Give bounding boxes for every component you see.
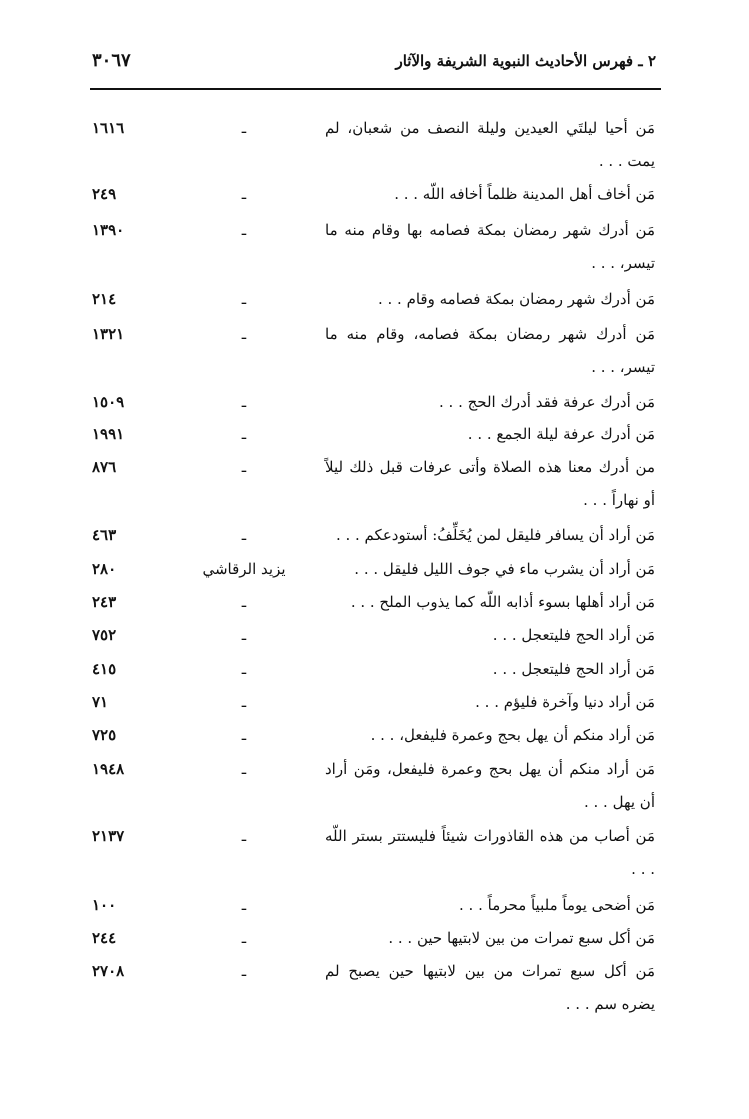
hadith-text: مَن أدرك عرفة ليلة الجمع . . .	[467, 425, 655, 443]
hadith-text: مَن أدرك شهر رمضان بمكة فصامه وقام . . .	[377, 290, 655, 308]
hadith-text: مَن أكل سبع تمرات من بين لابتيها حين يصبح لم يضره سم . . .	[325, 962, 655, 1013]
reference-number: ٢٤٤	[92, 929, 117, 947]
narrator: ـ	[241, 827, 247, 845]
reference-number: ١٦١٦	[92, 119, 125, 137]
reference-number: ٤٦٣	[92, 526, 117, 544]
reference-number: ٧٥٢	[92, 626, 117, 644]
narrator: ـ	[241, 221, 247, 239]
hadith-text: مَن أحيا ليلتَي العيدين وليلة النصف من شعبان، لم يمت . . .	[325, 119, 655, 170]
narrator: ـ	[241, 290, 247, 308]
hadith-text: مَن أراد أن يشرب ماء في جوف الليل فليقل . . .	[354, 560, 655, 578]
narrator: ـ	[241, 458, 247, 476]
hadith-text: مَن أضحى يوماً ملبياً محرماً . . .	[459, 896, 655, 914]
reference-number: ٢٤٣	[92, 593, 117, 611]
reference-number: ٧١	[92, 693, 109, 711]
narrator: ـ	[241, 325, 247, 343]
reference-number: ٢١٤	[92, 290, 117, 308]
hadith-text: مَن أصاب من هذه القاذورات شيئاً فليستتر بستر اللّه . . .	[325, 827, 655, 878]
narrator: ـ	[241, 626, 247, 644]
hadith-text: مَن أكل سبع تمرات من بين لابتيها حين . . .	[388, 929, 655, 947]
reference-number: ٧٢٥	[92, 726, 117, 744]
reference-number: ٨٧٦	[92, 458, 117, 476]
reference-number: ١٩٩١	[92, 425, 125, 443]
narrator: ـ	[241, 929, 247, 947]
hadith-text: مَن أراد الحج فليتعجل . . .	[492, 626, 655, 644]
running-header-title: ٢ ـ فهرس الأحاديث النبوية الشريفة والآثار	[395, 52, 656, 70]
reference-number: ٤١٥	[92, 660, 117, 678]
narrator: ـ	[241, 425, 247, 443]
hadith-text: مَن أراد أهلها بسوء أذابه اللّه كما يذوب الملح . . .	[350, 593, 655, 611]
narrator: ـ	[241, 526, 247, 544]
page-number: ٣٠٦٧	[92, 50, 131, 71]
narrator: ـ	[241, 393, 247, 411]
narrator: ـ	[241, 962, 247, 980]
reference-number: ٢٧٠٨	[92, 962, 125, 980]
narrator: ـ	[241, 726, 247, 744]
hadith-text: مَن أدرك شهر رمضان بمكة فصامه بها وقام منه ما تيسر، . . .	[325, 221, 655, 272]
hadith-text: مَن أراد منكم أن يهل بحج وعمرة فليفعل، ومَن أراد أن يهل . . .	[325, 760, 655, 811]
narrator: يزيد الرقاشي	[202, 560, 286, 578]
narrator: ـ	[241, 593, 247, 611]
narrator: ـ	[241, 760, 247, 778]
reference-number: ٢٤٩	[92, 185, 117, 203]
reference-number: ١٣٩٠	[92, 221, 125, 239]
reference-number: ١٩٤٨	[92, 760, 125, 778]
reference-number: ١٣٢١	[92, 325, 125, 343]
hadith-text: مَن أخاف أهل المدينة ظلماً أخافه اللّه . . .	[394, 185, 655, 203]
hadith-text: مَن أدرك شهر رمضان بمكة فصامه، وقام منه ما تيسر، . . .	[325, 325, 655, 376]
hadith-text: مَن أراد الحج فليتعجل . . .	[492, 660, 655, 678]
narrator: ـ	[241, 896, 247, 914]
hadith-text: مَن أراد منكم أن يهل بحج وعمرة فليفعل، . . .	[370, 726, 655, 744]
narrator: ـ	[241, 185, 247, 203]
hadith-text: مَن أدرك عرفة فقد أدرك الحج . . .	[439, 393, 655, 411]
reference-number: ١٠٠	[92, 896, 117, 914]
reference-number: ١٥٠٩	[92, 393, 125, 411]
hadith-text: من أدرك معنا هذه الصلاة وأتى عرفات قبل ذلك ليلاً أو نهاراً . . .	[325, 458, 655, 509]
hadith-text: مَن أراد دنيا وآخرة فليؤم . . .	[475, 693, 655, 711]
narrator: ـ	[241, 119, 247, 137]
narrator: ـ	[241, 660, 247, 678]
reference-number: ٢٨٠	[92, 560, 117, 578]
reference-number: ٢١٣٧	[92, 827, 125, 845]
narrator: ـ	[241, 693, 247, 711]
hadith-text: مَن أراد أن يسافر فليقل لمن يُخَلِّفُ: أستودعكم . . .	[335, 526, 655, 544]
